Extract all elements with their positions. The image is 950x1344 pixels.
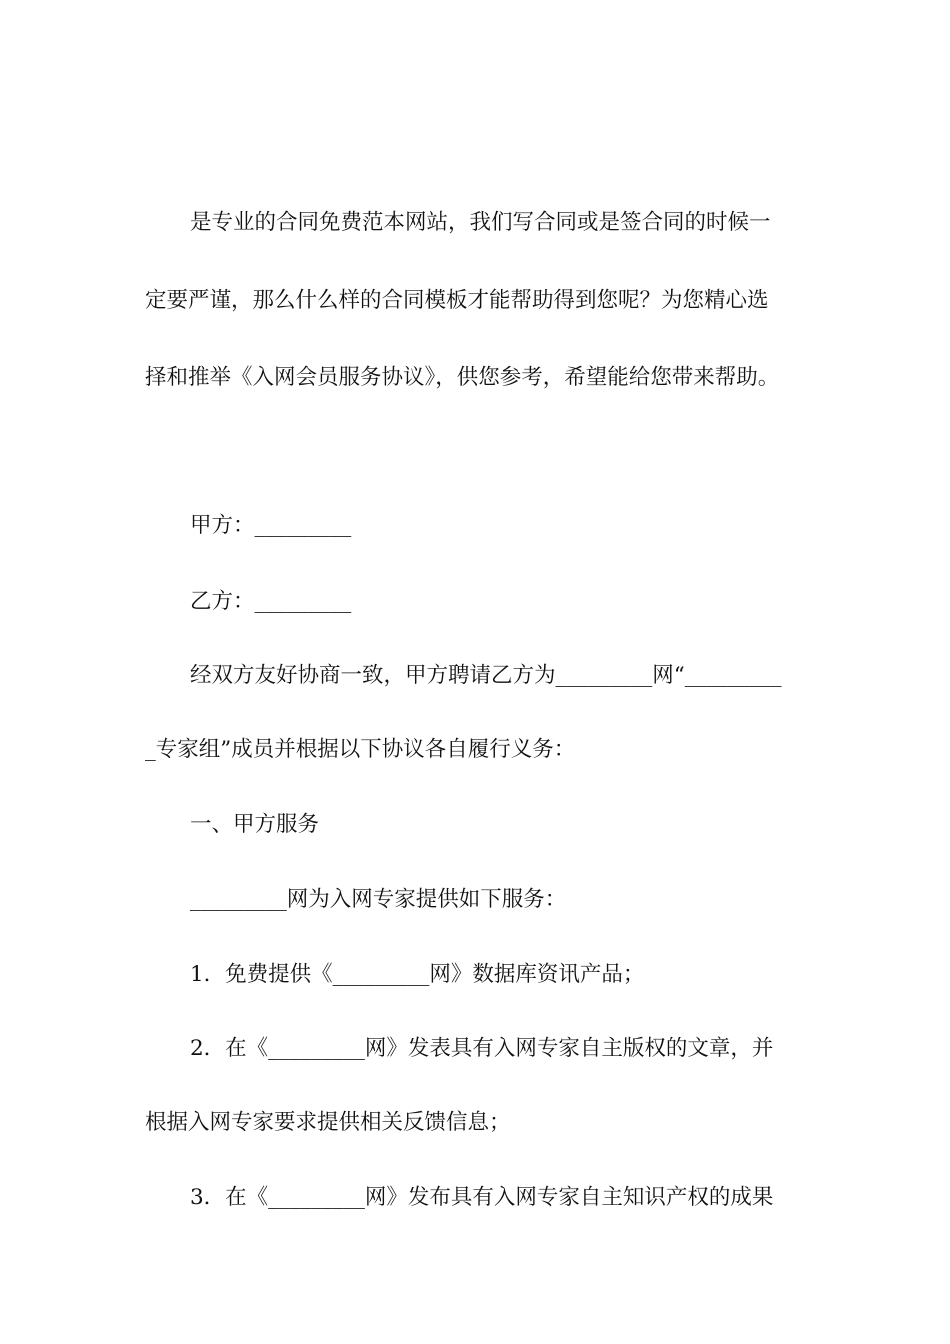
intro-line-3: 择和推举《入网会员服务协议》，供您参考，希望能给您带来帮助。 — [145, 365, 780, 390]
service-intro: _________网为入网专家提供如下服务： — [190, 887, 567, 912]
agreement-line-1: 经双方友好协商一致，甲方聘请乙方为_________网“_________ — [190, 663, 782, 688]
list-item-1: 1．免费提供《_________网》数据库资讯产品； — [190, 962, 645, 987]
intro-line-1: 是专业的合同免费范本网站，我们写合同或是签合同的时候一 — [190, 210, 771, 235]
intro-line-2: 定要严谨，那么什么样的合同模板才能帮助得到您呢？为您精心选 — [145, 288, 769, 313]
section-heading: 一、甲方服务 — [190, 812, 320, 837]
agreement-line-2: _专家组”成员并根据以下协议各自履行义务： — [145, 737, 576, 762]
list-item-2-line-1: 2．在《_________网》发表具有入网专家自主版权的文章，并 — [190, 1036, 774, 1061]
list-item-3-line-1: 3．在《_________网》发布具有入网专家自主知识产权的成果 — [190, 1185, 774, 1210]
party-a-line: 甲方：_________ — [190, 513, 352, 538]
list-item-2-line-2: 根据入网专家要求提供相关反馈信息； — [145, 1110, 511, 1135]
party-b-line: 乙方：_________ — [190, 589, 352, 614]
